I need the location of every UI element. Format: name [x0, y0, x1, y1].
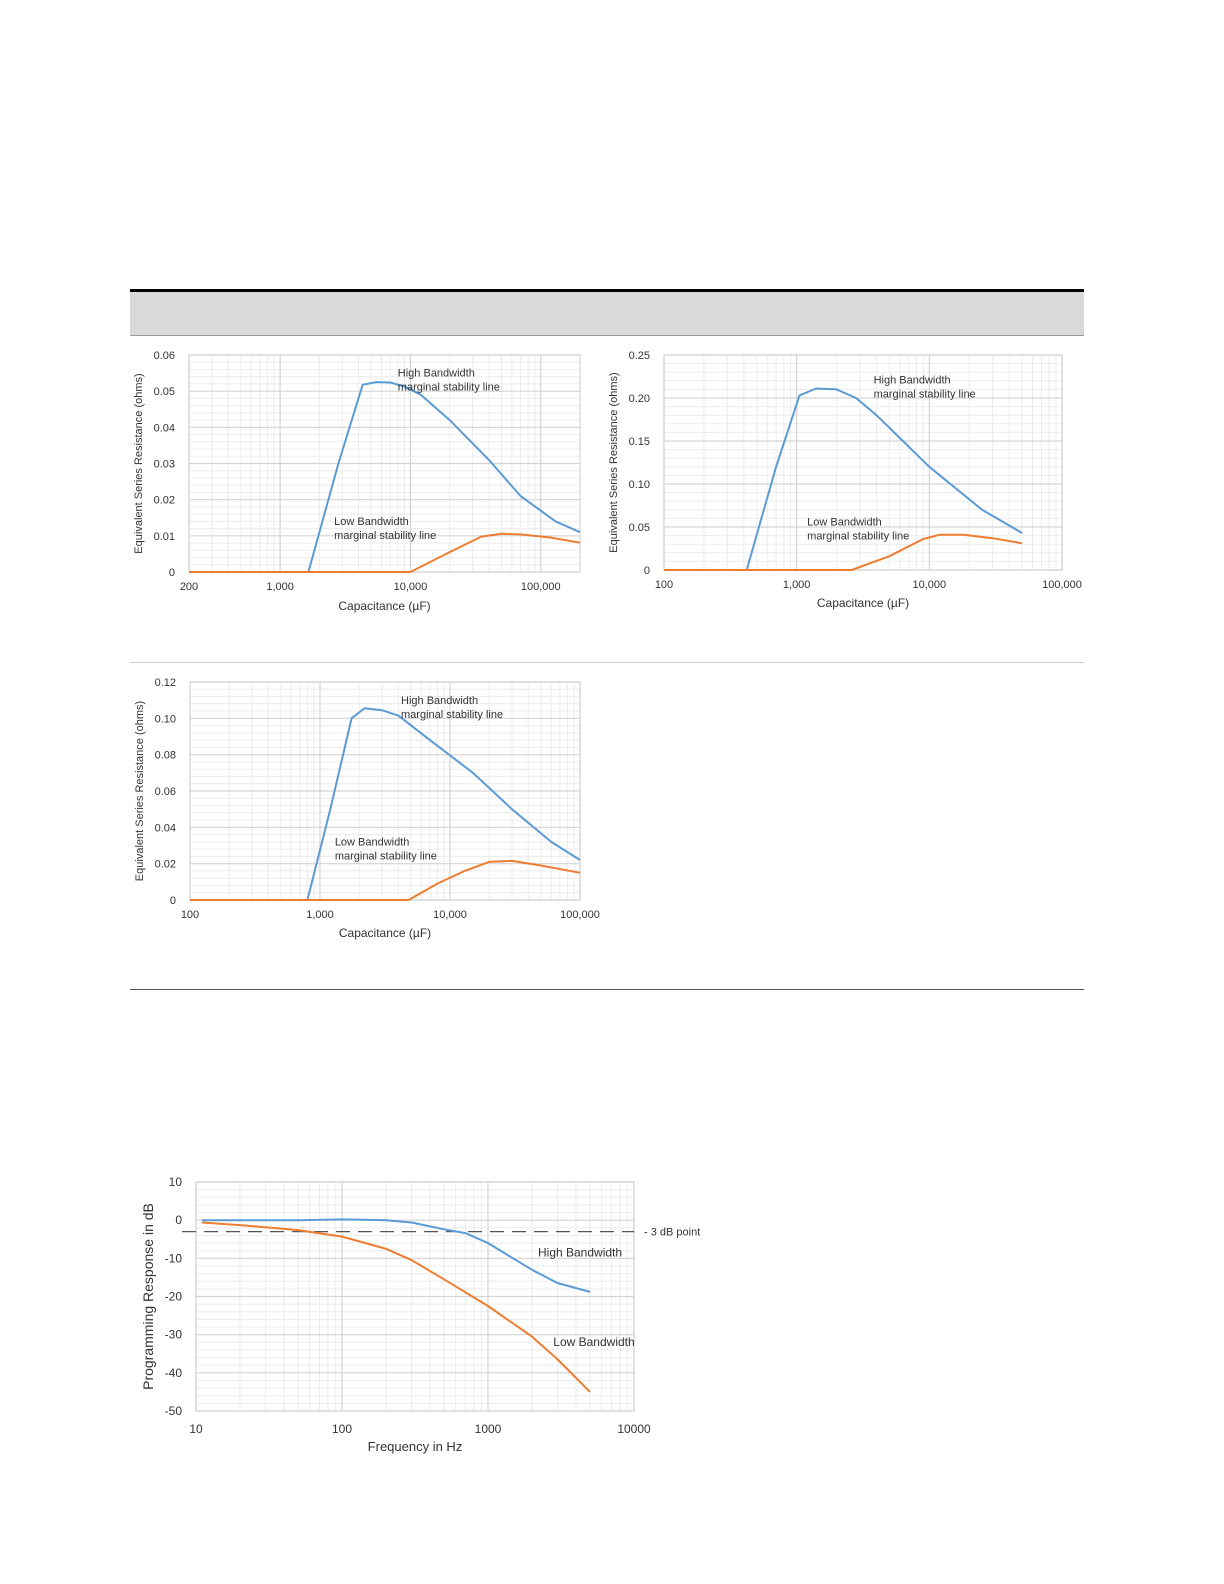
y-tick-label: 0.15	[628, 436, 650, 448]
x-tick-label: 10	[189, 1422, 203, 1436]
x-tick-label: 100,000	[1042, 579, 1082, 591]
y-tick-label: 0.02	[153, 494, 175, 507]
annotation-line: High Bandwidth	[401, 694, 479, 707]
y-tick-label: -20	[164, 1289, 182, 1304]
x-tick-label: 1000	[474, 1422, 502, 1436]
annotation-line: Low Bandwidth	[334, 515, 409, 528]
y-axis-label: Equivalent Series Resistance (ohms)	[134, 700, 146, 882]
annotation-line: High Bandwidth	[873, 374, 951, 387]
y-tick-label: -30	[164, 1327, 182, 1342]
y-tick-label: 0.06	[153, 350, 175, 362]
y-tick-label: 0.08	[154, 749, 176, 762]
x-tick-label: 100	[654, 579, 674, 591]
row-divider	[130, 662, 1084, 663]
series-annotation	[807, 516, 909, 542]
y-tick-label: 0	[169, 895, 176, 907]
y-axis-label: Equivalent Series Resistance (ohms)	[133, 373, 145, 554]
y-tick-label: 0.05	[628, 522, 650, 534]
x-axis-label: Capacitance (µF)	[338, 926, 432, 940]
annotation-line: marginal stability line	[807, 530, 910, 543]
series-annotation	[398, 368, 500, 394]
x-tick-label: 100,000	[560, 909, 600, 921]
reference-line-label: - 3 dB point	[644, 1226, 701, 1239]
x-axis-label: Capacitance (µF)	[816, 596, 910, 610]
annotation-line: marginal stability line	[397, 381, 500, 394]
esr-chart-3	[130, 672, 620, 962]
y-tick-label: 0.01	[153, 530, 175, 543]
annotation-line: High Bandwidth	[397, 367, 475, 380]
y-tick-label: -10	[164, 1251, 182, 1266]
orange-series-line	[190, 861, 580, 900]
x-tick-label: 100,000	[520, 581, 561, 593]
annotation-line: Low Bandwidth	[807, 516, 882, 529]
annotation-line: High Bandwidth	[537, 1245, 623, 1260]
series-annotation	[553, 1335, 634, 1349]
annotation-line: marginal stability line	[334, 529, 437, 542]
annotation-line: Low Bandwidth	[334, 836, 410, 849]
y-axis-label: Programming Response in dB	[140, 1203, 156, 1390]
x-tick-label: 10,000	[433, 909, 467, 921]
y-tick-label: 0.20	[628, 393, 650, 405]
x-tick-label: 100	[180, 909, 200, 921]
y-tick-label: 0.05	[153, 386, 175, 399]
x-tick-label: 10000	[617, 1422, 651, 1436]
y-tick-label: 0.04	[154, 822, 176, 835]
y-tick-label: 0.25	[628, 350, 650, 362]
annotation-line: Low Bandwidth	[553, 1335, 635, 1350]
x-tick-label: 10,000	[393, 581, 428, 593]
y-axis-label: Equivalent Series Resistance (ohms)	[608, 372, 620, 553]
x-tick-label: 100	[331, 1422, 353, 1436]
y-tick-label: 0.04	[153, 422, 175, 435]
y-tick-label: 0.12	[154, 677, 176, 689]
y-tick-label: 0.06	[154, 786, 176, 798]
series-annotation	[401, 695, 503, 721]
bottom-rule	[130, 989, 1084, 990]
annotation-line: marginal stability line	[873, 388, 976, 401]
annotation-line: marginal stability line	[334, 850, 437, 863]
y-tick-label: 0.03	[153, 458, 175, 471]
blue-series-line	[664, 389, 1022, 571]
y-tick-label: 10	[168, 1175, 182, 1189]
y-tick-label: 0	[175, 1213, 182, 1228]
y-tick-label: 0.02	[154, 858, 176, 871]
y-tick-label: -50	[164, 1404, 182, 1418]
y-tick-label: 0.10	[628, 479, 650, 491]
y-tick-label: 0	[168, 567, 175, 579]
x-tick-label: 1,000	[306, 909, 334, 921]
series-annotation	[538, 1245, 622, 1259]
esr-chart-2	[600, 345, 1100, 635]
y-tick-label: 0.10	[154, 713, 176, 726]
x-axis-label: Frequency in Hz	[367, 1439, 463, 1454]
x-tick-label: 1,000	[782, 579, 811, 591]
x-tick-label: 1,000	[266, 581, 294, 593]
frequency-response-chart	[135, 1170, 735, 1470]
x-tick-label: 200	[179, 581, 199, 593]
figure-header-band	[130, 292, 1084, 336]
esr-chart-1	[130, 345, 610, 635]
x-axis-label: Capacitance (µF)	[338, 599, 431, 613]
y-tick-label: 0	[643, 565, 650, 577]
x-tick-label: 10,000	[912, 579, 947, 591]
annotation-line: marginal stability line	[401, 708, 504, 721]
y-tick-label: -40	[164, 1365, 182, 1380]
